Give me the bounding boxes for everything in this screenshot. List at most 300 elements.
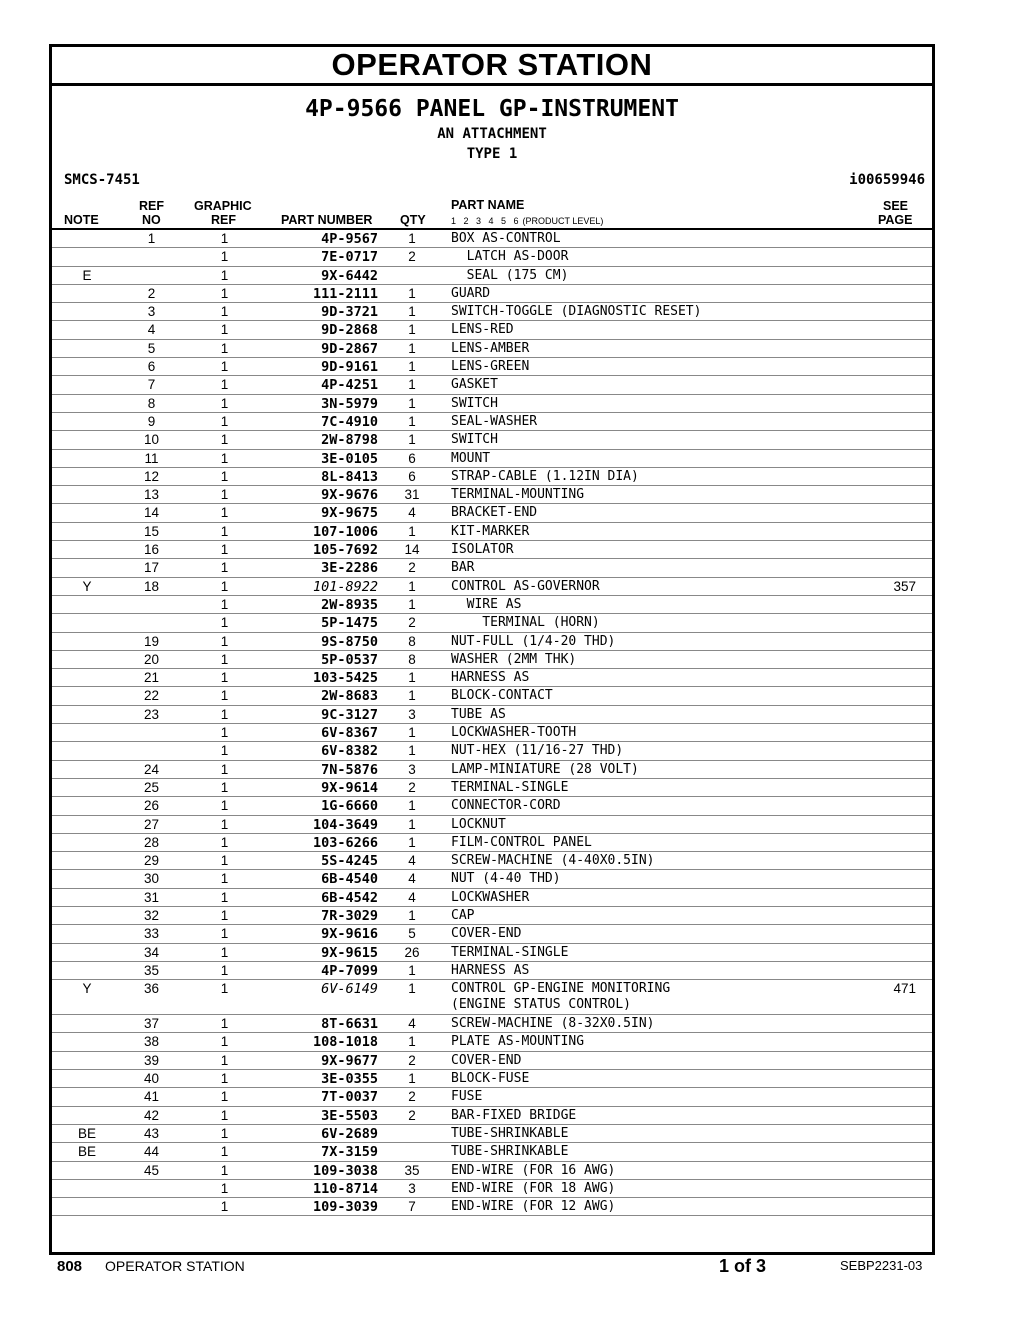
part-name-cell: COVER-END [451, 1052, 522, 1068]
part-number-cell: 3N-5979 [321, 395, 378, 412]
table-row [52, 962, 932, 980]
part-number-cell: 4P-7099 [321, 962, 378, 979]
graphic-ref-cell: 1 [220, 944, 229, 960]
part-number-cell: 7C-4910 [321, 413, 378, 430]
table-row [52, 1052, 932, 1070]
page-number: 808 [57, 1258, 83, 1275]
table-row [52, 870, 932, 888]
graphic-ref-cell: 1 [220, 889, 229, 905]
table-row [52, 1125, 932, 1143]
col-product-level-note: (PRODUCT LEVEL) [522, 216, 604, 226]
part-number-cell: 9C-3127 [321, 706, 378, 723]
part-number-cell: 4P-9567 [321, 231, 378, 247]
part-number-cell: 5S-4245 [321, 853, 378, 870]
graphic-ref-cell: 1 [220, 450, 229, 466]
qty-cell: 4 [408, 505, 416, 521]
ref-no-cell: 24 [143, 761, 160, 777]
part-name-cell: LENS-GREEN [451, 359, 530, 375]
part-number-cell: 6B-4540 [321, 871, 378, 888]
see-page-cell: 357 [893, 578, 916, 594]
parts-table-body [52, 230, 932, 1216]
qty-cell: 5 [408, 926, 416, 942]
graphic-ref-cell: 1 [220, 468, 229, 484]
qty-cell: 1 [408, 907, 416, 923]
table-row [52, 816, 932, 834]
column-header [52, 198, 932, 230]
graphic-ref-cell: 1 [220, 487, 229, 503]
part-number-cell: 109-3038 [312, 1162, 378, 1179]
ref-no-cell: 6 [147, 359, 156, 375]
group-type: TYPE 1 [466, 146, 518, 162]
part-number-cell: 103-6266 [312, 834, 378, 851]
ref-no-cell: 45 [143, 1162, 160, 1178]
ref-no-cell: 10 [143, 432, 160, 448]
part-number-cell: 9X-9676 [321, 487, 378, 504]
sheet-indicator: 1 of 3 [719, 1256, 767, 1276]
ref-no-cell: 40 [143, 1071, 160, 1087]
ref-no-cell: 33 [143, 926, 160, 942]
qty-cell: 26 [404, 944, 420, 960]
qty-cell: 4 [408, 889, 416, 905]
part-number-cell: 7X-3159 [321, 1144, 378, 1161]
part-name-cell: LAMP-MINIATURE (28 VOLT) [451, 761, 639, 777]
ref-no-cell: 26 [143, 798, 160, 814]
graphic-ref-cell: 1 [220, 688, 229, 704]
part-name-cell: FILM-CONTROL PANEL [451, 834, 592, 850]
ref-no-cell: 18 [143, 578, 160, 594]
part-number-cell: 3E-5503 [321, 1107, 378, 1124]
col-graphic-bottom: REF [211, 213, 236, 227]
graphic-ref-cell: 1 [220, 267, 229, 283]
note-cell: E [82, 267, 92, 283]
part-number-cell: 6V-8367 [321, 725, 378, 742]
part-number-cell: 6V-8382 [321, 743, 378, 760]
graphic-ref-cell: 1 [220, 560, 229, 576]
graphic-ref-cell: 1 [220, 542, 229, 558]
smcs-code: SMCS-7451 [64, 172, 140, 188]
qty-cell: 1 [408, 670, 416, 686]
graphic-ref-cell: 1 [220, 761, 229, 777]
qty-cell: 8 [408, 633, 416, 649]
ref-no-cell: 41 [143, 1089, 160, 1105]
part-number-cell: 108-1018 [312, 1034, 378, 1051]
graphic-ref-cell: 1 [220, 834, 229, 850]
part-name-cell: CONNECTOR-CORD [451, 798, 561, 814]
part-name-cell: LOCKNUT [451, 816, 506, 832]
table-row [52, 687, 932, 705]
ref-no-cell: 34 [143, 944, 160, 960]
graphic-ref-cell: 1 [220, 285, 229, 301]
col-ref-bottom: NO [142, 213, 161, 227]
graphic-ref-cell: 1 [220, 523, 229, 539]
qty-cell: 2 [408, 615, 416, 631]
graphic-ref-cell: 1 [220, 596, 229, 612]
ref-no-cell: 1 [147, 231, 156, 246]
graphic-ref-cell: 1 [220, 743, 229, 759]
qty-cell: 1 [408, 523, 416, 539]
table-row [52, 486, 932, 504]
part-number-cell: 7N-5876 [321, 761, 378, 778]
see-page-cell: 471 [893, 981, 916, 997]
ref-no-cell: 27 [143, 816, 160, 832]
graphic-ref-cell: 1 [220, 322, 229, 338]
qty-cell: 1 [408, 1034, 416, 1050]
ref-no-cell: 32 [143, 907, 160, 923]
qty-cell: 1 [408, 395, 416, 411]
graphic-ref-cell: 1 [220, 926, 229, 942]
part-name-cell: END-WIRE (FOR 18 AWG) [451, 1180, 616, 1196]
graphic-ref-cell: 1 [220, 633, 229, 649]
part-number-cell: 9X-9675 [321, 505, 378, 522]
qty-cell: 3 [408, 1180, 416, 1196]
qty-cell: 1 [408, 1071, 416, 1087]
part-number-cell: 9D-2868 [321, 322, 378, 339]
qty-cell: 2 [408, 560, 416, 576]
graphic-ref-cell: 1 [220, 907, 229, 923]
ref-no-cell: 23 [143, 706, 160, 722]
graphic-ref-cell: 1 [220, 1125, 229, 1141]
part-name-cell: TUBE AS [451, 706, 506, 722]
table-row [52, 651, 932, 669]
part-name-cell: SEAL-WASHER [451, 413, 538, 429]
part-number-cell: 6B-4542 [321, 889, 378, 906]
qty-cell: 1 [408, 688, 416, 704]
part-number-cell: 3E-0355 [321, 1071, 378, 1088]
qty-cell: 4 [408, 1016, 416, 1032]
qty-cell: 4 [408, 871, 416, 887]
table-row [52, 321, 932, 339]
qty-cell: 1 [408, 285, 416, 301]
graphic-ref-cell: 1 [220, 725, 229, 741]
part-name-cell: CONTROL AS-GOVERNOR [451, 578, 600, 594]
parts-list-frame [49, 44, 935, 1255]
table-row [52, 1015, 932, 1033]
qty-cell: 1 [408, 377, 416, 393]
qty-cell: 2 [408, 249, 416, 265]
graphic-ref-cell: 1 [220, 578, 229, 594]
ref-no-cell: 4 [147, 322, 156, 338]
part-name-cell: KIT-MARKER [451, 523, 530, 539]
col-note: NOTE [64, 213, 99, 227]
part-name-cell: STRAP-CABLE (1.12IN DIA) [451, 468, 639, 484]
table-row [52, 944, 932, 962]
part-number-cell: 8T-6631 [321, 1016, 378, 1033]
graphic-ref-cell: 1 [220, 798, 229, 814]
graphic-ref-cell: 1 [220, 1144, 229, 1160]
col-graphic-top: GRAPHIC [194, 199, 252, 213]
qty-cell: 1 [408, 322, 416, 338]
part-name-cell: SWITCH [451, 395, 498, 411]
qty-cell: 3 [408, 761, 416, 777]
part-number-cell: 8L-8413 [321, 468, 378, 485]
note-cell: BE [77, 1144, 96, 1160]
table-row [52, 596, 932, 614]
graphic-ref-cell: 1 [220, 1162, 229, 1178]
qty-cell: 35 [404, 1162, 420, 1178]
table-row [52, 303, 932, 321]
col-product-levels: 1 2 3 4 5 6 (PRODUCT LEVEL) [451, 216, 604, 226]
col-part-number: PART NUMBER [281, 213, 373, 227]
table-row [52, 980, 932, 1015]
ref-no-cell: 11 [144, 450, 159, 466]
table-row [52, 834, 932, 852]
part-name-cell: WIRE AS [451, 596, 522, 612]
document-id: SEBP2231-03 [840, 1258, 923, 1273]
qty-cell: 1 [408, 743, 416, 759]
qty-cell: 1 [408, 834, 416, 850]
part-name-cell: WASHER (2MM THK) [451, 651, 577, 667]
table-row [52, 504, 932, 522]
part-number-cell: 103-5425 [312, 670, 378, 687]
ref-no-cell: 12 [143, 468, 160, 484]
ref-no-cell: 9 [147, 413, 156, 429]
qty-cell: 1 [408, 962, 416, 978]
table-row [52, 852, 932, 870]
part-number-cell: 9X-9677 [321, 1052, 378, 1069]
graphic-ref-cell: 1 [220, 615, 229, 631]
part-name-cell: BRACKET-END [451, 505, 538, 521]
part-number-cell: 104-3649 [312, 816, 378, 833]
part-name-cell: LENS-AMBER [451, 340, 530, 356]
part-number-cell: 5P-0537 [321, 651, 378, 668]
graphic-ref-cell: 1 [220, 340, 229, 356]
note-cell: Y [82, 578, 92, 594]
graphic-ref-cell: 1 [220, 1180, 229, 1196]
qty-cell: 4 [408, 853, 416, 869]
table-row [52, 413, 932, 431]
graphic-ref-cell: 1 [220, 505, 229, 521]
part-name-cell: END-WIRE (FOR 16 AWG) [451, 1162, 616, 1178]
qty-cell: 3 [408, 706, 416, 722]
ref-no-cell: 35 [143, 962, 160, 978]
table-row [52, 889, 932, 907]
table-row [52, 248, 932, 266]
part-name-cell: NUT-HEX (11/16-27 THD) [451, 743, 624, 759]
part-number-cell: 1G-6660 [321, 798, 378, 815]
part-number-cell: 2W-8935 [321, 596, 378, 613]
qty-cell: 1 [408, 725, 416, 741]
part-number-cell: 2W-8683 [321, 688, 378, 705]
ref-no-cell: 31 [143, 889, 160, 905]
qty-cell: 1 [408, 340, 416, 356]
table-row [52, 340, 932, 358]
qty-cell: 14 [404, 542, 420, 558]
note-cell: Y [82, 981, 92, 997]
part-number-cell: 4P-4251 [321, 377, 378, 394]
ref-no-cell: 28 [143, 834, 160, 850]
ref-no-cell: 3 [147, 304, 156, 320]
part-name-cell: PLATE AS-MOUNTING [451, 1034, 585, 1050]
part-name-cell: BAR [451, 560, 475, 576]
col-see-top: SEE [883, 199, 909, 213]
col-qty: QTY [400, 213, 426, 227]
part-number-cell: 7E-0717 [321, 249, 378, 266]
graphic-ref-cell: 1 [220, 377, 229, 393]
qty-cell: 6 [408, 468, 416, 484]
table-row [52, 358, 932, 376]
table-row [52, 1107, 932, 1125]
table-row [52, 541, 932, 559]
part-name-cell: HARNESS AS [451, 962, 530, 978]
part-name-cell: TERMINAL-SINGLE [451, 944, 569, 960]
part-number-cell: 9X-9614 [321, 779, 378, 796]
group-title: 4P-9566 PANEL GP-INSTRUMENT [305, 96, 679, 122]
table-row [52, 1198, 932, 1216]
part-number-cell: 3E-0105 [321, 450, 378, 467]
part-number-cell: 7R-3029 [321, 907, 378, 924]
illustration-id: i00659946 [849, 172, 925, 188]
part-name-cell: LATCH AS-DOOR [451, 249, 569, 265]
part-number-cell: 101-8922 [312, 578, 378, 595]
table-row [52, 450, 932, 468]
col-part-name: PART NAME [451, 198, 525, 212]
table-row [52, 431, 932, 449]
qty-cell: 1 [408, 798, 416, 814]
part-name-cell: TERMINAL-SINGLE [451, 779, 569, 795]
part-name-cell: BOX AS-CONTROL [451, 231, 561, 246]
footer-section: OPERATOR STATION [105, 1258, 245, 1274]
table-row [52, 706, 932, 724]
part-name-cell: BLOCK-FUSE [451, 1071, 530, 1087]
qty-cell: 8 [408, 651, 416, 667]
qty-cell: 2 [408, 1107, 416, 1123]
table-row [52, 797, 932, 815]
ref-no-cell: 16 [143, 542, 160, 558]
part-name-cell: BLOCK-CONTACT [451, 688, 553, 704]
table-row [52, 633, 932, 651]
note-cell: BE [77, 1125, 96, 1141]
table-row [52, 761, 932, 779]
graphic-ref-cell: 1 [220, 853, 229, 869]
ref-no-cell: 17 [143, 560, 160, 576]
graphic-ref-cell: 1 [220, 651, 229, 667]
part-number-cell: 9D-3721 [321, 304, 378, 321]
col-ref-top: REF [139, 199, 164, 213]
table-row [52, 1180, 932, 1198]
part-number-cell: 6V-2689 [321, 1125, 378, 1142]
table-row [52, 907, 932, 925]
part-name-cell: MOUNT [451, 450, 491, 466]
ref-no-cell: 21 [143, 670, 160, 686]
graphic-ref-cell: 1 [220, 432, 229, 448]
qty-cell: 7 [408, 1199, 416, 1215]
qty-cell: 1 [408, 432, 416, 448]
part-number-cell: 9X-6442 [321, 267, 378, 284]
part-number-cell: 2W-8798 [321, 432, 378, 449]
ref-no-cell: 37 [143, 1016, 160, 1032]
part-name-cell: NUT (4-40 THD) [451, 871, 561, 887]
qty-cell: 6 [408, 450, 416, 466]
table-row [52, 779, 932, 797]
table-row [52, 1070, 932, 1088]
graphic-ref-cell: 1 [220, 1199, 229, 1215]
table-row [52, 742, 932, 760]
graphic-ref-cell: 1 [220, 1052, 229, 1068]
ref-no-cell: 13 [143, 487, 160, 503]
ref-no-cell: 36 [143, 981, 160, 997]
graphic-ref-cell: 1 [220, 1016, 229, 1032]
part-number-cell: 111-2111 [312, 285, 378, 302]
ref-no-cell: 8 [147, 395, 156, 411]
table-row [52, 1088, 932, 1106]
graphic-ref-cell: 1 [220, 670, 229, 686]
part-number-cell: 7T-0037 [321, 1089, 378, 1106]
table-row [52, 285, 932, 303]
part-name-cell: TUBE-SHRINKABLE [451, 1144, 569, 1160]
part-number-cell: 3E-2286 [321, 560, 378, 577]
graphic-ref-cell: 1 [220, 249, 229, 265]
part-name-cell: BAR-FIXED BRIDGE [451, 1107, 577, 1123]
part-name-cell: NUT-FULL (1/4-20 THD) [451, 633, 616, 649]
graphic-ref-cell: 1 [220, 359, 229, 375]
table-row [52, 523, 932, 541]
graphic-ref-cell: 1 [220, 1034, 229, 1050]
ref-no-cell: 20 [143, 651, 160, 667]
part-number-cell: 6V-6149 [321, 981, 378, 998]
qty-cell: 1 [408, 981, 416, 997]
table-row [52, 468, 932, 486]
part-name-cell: SWITCH [451, 432, 498, 448]
table-row [52, 395, 932, 413]
qty-cell: 2 [408, 779, 416, 795]
ref-no-cell: 44 [143, 1144, 160, 1160]
table-row [52, 669, 932, 687]
part-number-cell: 107-1006 [312, 523, 378, 540]
qty-cell: 1 [408, 304, 416, 320]
part-name-cell: COVER-END [451, 926, 522, 942]
part-number-cell: 9D-2867 [321, 340, 378, 357]
qty-cell: 1 [408, 231, 416, 246]
graphic-ref-cell: 1 [220, 706, 229, 722]
part-name-cell: TERMINAL-MOUNTING [451, 487, 585, 503]
qty-cell: 1 [408, 413, 416, 429]
qty-cell: 1 [408, 578, 416, 594]
page-footer [0, 1258, 1020, 1282]
part-name-cell: LENS-RED [451, 322, 514, 338]
ref-no-cell: 39 [143, 1052, 160, 1068]
graphic-ref-cell: 1 [220, 413, 229, 429]
ref-no-cell: 2 [147, 285, 156, 301]
part-name-cell: END-WIRE (FOR 12 AWG) [451, 1199, 616, 1215]
part-name-cell: SCREW-MACHINE (8-32X0.5IN) [451, 1016, 655, 1032]
part-number-cell: 9D-9161 [321, 359, 378, 376]
part-number-cell: 9X-9616 [321, 926, 378, 943]
part-name-cell: TERMINAL (HORN) [451, 615, 600, 631]
part-name-cell: LOCKWASHER-TOOTH [451, 725, 577, 741]
qty-cell: 31 [404, 487, 420, 503]
part-number-cell: 5P-1475 [321, 615, 378, 632]
part-number-cell: 110-8714 [312, 1180, 378, 1197]
graphic-ref-cell: 1 [220, 1089, 229, 1105]
part-name-cell: GUARD [451, 285, 491, 301]
graphic-ref-cell: 1 [220, 962, 229, 978]
table-row [52, 267, 932, 285]
table-row [52, 724, 932, 742]
part-name-cell: SWITCH-TOGGLE (DIAGNOSTIC RESET) [451, 304, 702, 320]
ref-no-cell: 15 [143, 523, 160, 539]
group-subtitle: AN ATTACHMENT [437, 126, 547, 142]
ref-no-cell: 22 [143, 688, 160, 704]
ref-no-cell: 5 [147, 340, 156, 356]
graphic-ref-cell: 1 [220, 779, 229, 795]
graphic-ref-cell: 1 [220, 1071, 229, 1087]
table-row [52, 1143, 932, 1161]
qty-cell: 1 [408, 359, 416, 375]
graphic-ref-cell: 1 [220, 871, 229, 887]
part-name-cell: ISOLATOR [451, 542, 514, 558]
part-name-cell: GASKET [451, 377, 498, 393]
col-see-bottom: PAGE [878, 213, 913, 227]
